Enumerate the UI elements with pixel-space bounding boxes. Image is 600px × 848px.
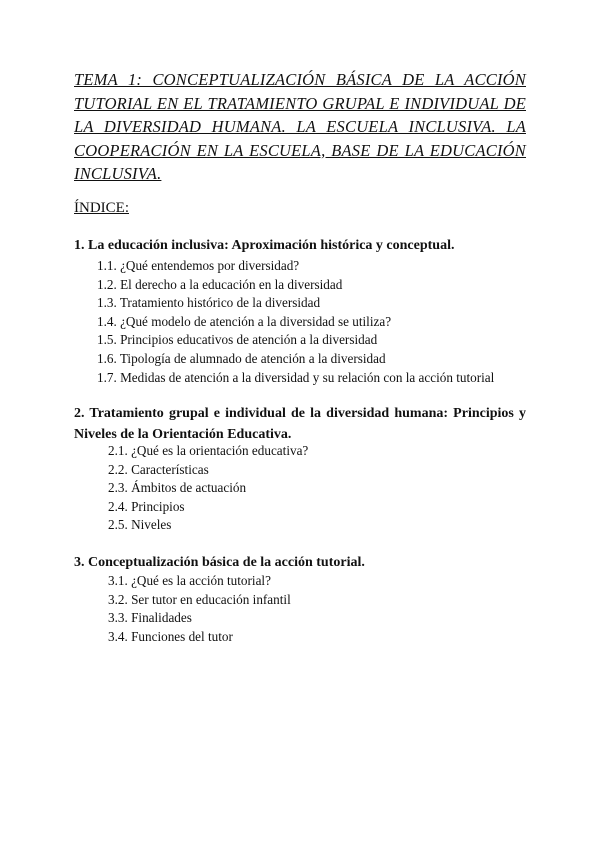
section-1-items: [97, 257, 494, 387]
document-title: TEMA 1: CONCEPTUALIZACIÓN BÁSICA DE LA ACCIÓN TUTORIAL EN EL TRATAMIENTO GRUPAL E INDIVIDUAL DE LA DIVERSIDAD HUMANA. LA ESCUELA INCLUSIVA. LA COOPERACIÓN EN LA ESCUELA, BASE DE LA EDUCACIÓN INCLUSIVA.: [74, 70, 526, 183]
list-item: 3.3. Finalidades: [108, 610, 192, 626]
list-item: 3.4. Funciones del tutor: [108, 628, 233, 644]
list-item: 1.4. ¿Qué modelo de atención a la diversidad se utiliza?: [97, 313, 392, 329]
list-item: 1.7. Medidas de atención a la diversidad y su relación con la acción tutorial: [97, 369, 495, 385]
list-item: 1.3. Tratamiento histórico de la diversidad: [97, 295, 321, 311]
section-heading: 3. Conceptualización básica de la acción tutorial.: [74, 555, 365, 570]
list-item: 1.1. ¿Qué entendemos por diversidad?: [97, 258, 300, 273]
section-2-items: [108, 442, 308, 535]
list-item: 3.2. Ser tutor en educación infantil: [108, 591, 291, 607]
list-item: 3.1. ¿Qué es la acción tutorial?: [108, 573, 271, 588]
list-item: 2.3. Ámbitos de actuación: [108, 480, 247, 496]
list-item: 2.4. Principios: [108, 498, 185, 514]
section-heading: 2. Tratamiento grupal e individual de la diversidad humana: Principios y Niveles de la Orientación Educativa.: [74, 406, 526, 442]
list-item: 1.2. El derecho a la educación en la diversidad: [97, 276, 343, 292]
section-heading: 1. La educación inclusiva: Aproximación histórica y conceptual.: [74, 238, 455, 253]
list-item: 1.5. Principios educativos de atención a la diversidad: [97, 332, 378, 348]
list-item: 2.2. Características: [108, 461, 209, 477]
list-item: 1.6. Tipología de alumnado de atención a la diversidad: [97, 350, 386, 366]
index-label: ÍNDICE:: [74, 200, 129, 216]
list-item: 2.5. Niveles: [108, 517, 172, 533]
list-item: 2.1. ¿Qué es la orientación educativa?: [108, 443, 309, 458]
section-3-items: [108, 572, 291, 646]
